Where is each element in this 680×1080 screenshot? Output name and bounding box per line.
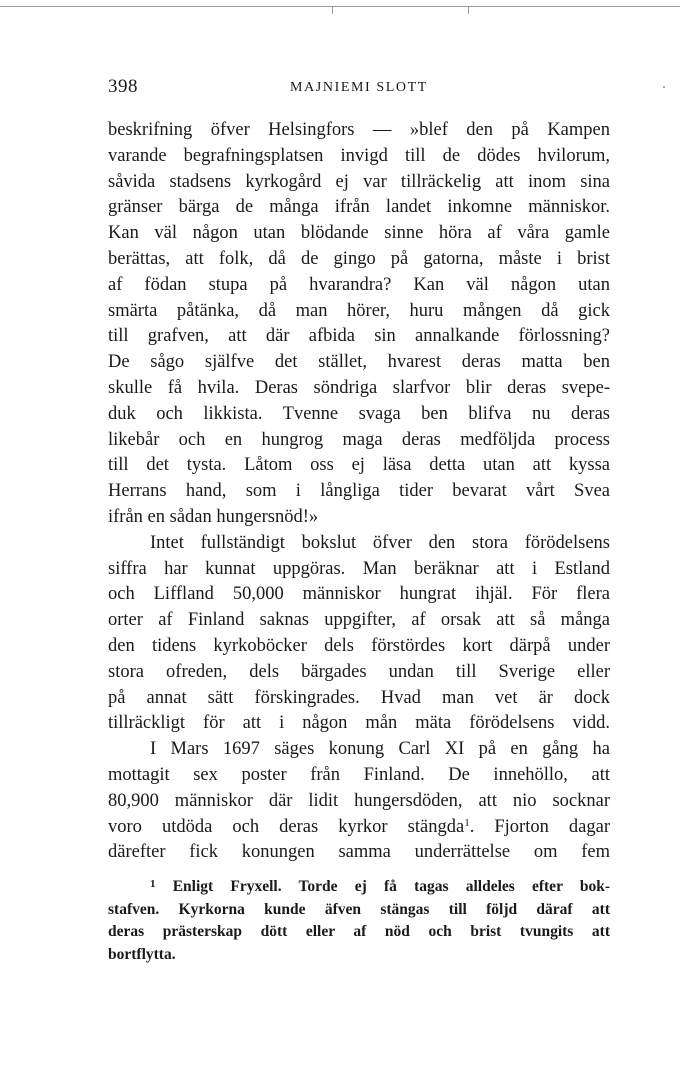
running-head: MAJNIEMI SLOTT	[290, 80, 428, 95]
footnote-line	[108, 876, 610, 899]
rule-tick	[332, 6, 333, 14]
text-line: på annat sätt förskingrades. Hvad man vet är dock	[108, 687, 610, 708]
paragraph-start-line: Intet fullständigt bokslut öfver den stora förödelsens	[150, 532, 610, 553]
print-speck	[663, 86, 665, 88]
body-text	[108, 118, 610, 866]
text-line: berättas, att folk, då de gingo på gatorna, måste i brist	[108, 248, 610, 269]
text-line: orter af Finland saknas uppgifter, af orsak att så många	[108, 610, 610, 631]
text-line: och Liffland 50,000 människor hungrat ihjäl. För flera	[108, 584, 610, 605]
text-line: af födan stupa på hvarandra? Kan väl någon utan	[108, 274, 610, 295]
text-line: den tidens kyrkoböcker dels förstördes kort därpå under	[108, 635, 610, 656]
text-line: tillräckligt för att i någon mån mäta förödelsens vidd.	[108, 713, 610, 734]
text-line: smärta påtänka, då man hörer, huru mången då gick	[108, 300, 610, 321]
text-line: Kan väl någon utan blödande sinne höra af våra gamle	[108, 223, 610, 244]
text-line: skulle få hvila. Deras söndriga slarfvor blir deras svepe-	[108, 377, 610, 398]
footnote-line: deras prästerskap dött eller af nöd och brist tvungits att	[108, 923, 610, 940]
text-line: Herrans hand, som i långliga tider bevarat vårt Svea	[108, 481, 610, 502]
text-line-with-footnote-ref	[108, 815, 610, 841]
footnote	[108, 876, 610, 966]
top-edge-rule	[0, 6, 680, 7]
text-line: siffra har kunnat uppgöras. Man beräknar att i Estland	[108, 558, 610, 579]
text-line: De sågo själfve det stället, hvarest deras matta ben	[108, 352, 610, 373]
text-line: till det tysta. Låtom oss ej läsa detta utan att kyssa	[108, 455, 610, 476]
page-number: 398	[108, 76, 138, 97]
footnote-reference: 1	[464, 816, 470, 829]
footnote-line: stafven. Kyrkorna kunde äfven stängas till följd däraf att	[108, 900, 610, 918]
text-line: varande begrafningsplatsen invigd till de dödes hvilorum,	[108, 145, 610, 166]
text-line: ifrån en sådan hungersnöd!»	[108, 506, 319, 527]
text-line: mottagit sex poster från Finland. De innehöllo, att	[108, 764, 610, 785]
paragraph-start-line: I Mars 1697 säges konung Carl XI på en gång ha	[150, 739, 610, 760]
text-line: stora ofreden, dels bärgades undan till Sverige eller	[108, 661, 610, 682]
text-line: gränser bärga de många ifrån landet inkomne människor.	[108, 197, 610, 218]
text-segment: voro utdöda och deras kyrkor stängda	[108, 816, 465, 837]
text-line: 80,900 människor där lidit hungersdöden, att nio socknar	[108, 790, 610, 811]
footnote-text: Enligt Fryxell. Torde ej få tagas alldeles efter bok-	[172, 878, 611, 895]
text-line: duk och likkista. Tvenne svaga ben blifva nu deras	[108, 403, 610, 424]
page-header	[108, 76, 610, 102]
text-line: därefter fick konungen samma underrättelse om fem	[108, 842, 610, 863]
text-segment: . Fjorton dagar	[469, 816, 611, 837]
text-line: till grafven, att där afbida sin annalkande förlossning?	[108, 326, 610, 347]
rule-tick	[468, 6, 469, 14]
text-line: såvida stadsens kyrkogård ej var tillräckelig att inom sina	[108, 171, 610, 192]
footnote-marker: 1	[150, 878, 156, 890]
footnote-line: bortflytta.	[108, 945, 176, 963]
text-line: likebår och en hungrog maga deras medföljda process	[108, 429, 610, 450]
text-line: beskrifning öfver Helsingfors — »blef den på Kampen	[108, 120, 610, 140]
